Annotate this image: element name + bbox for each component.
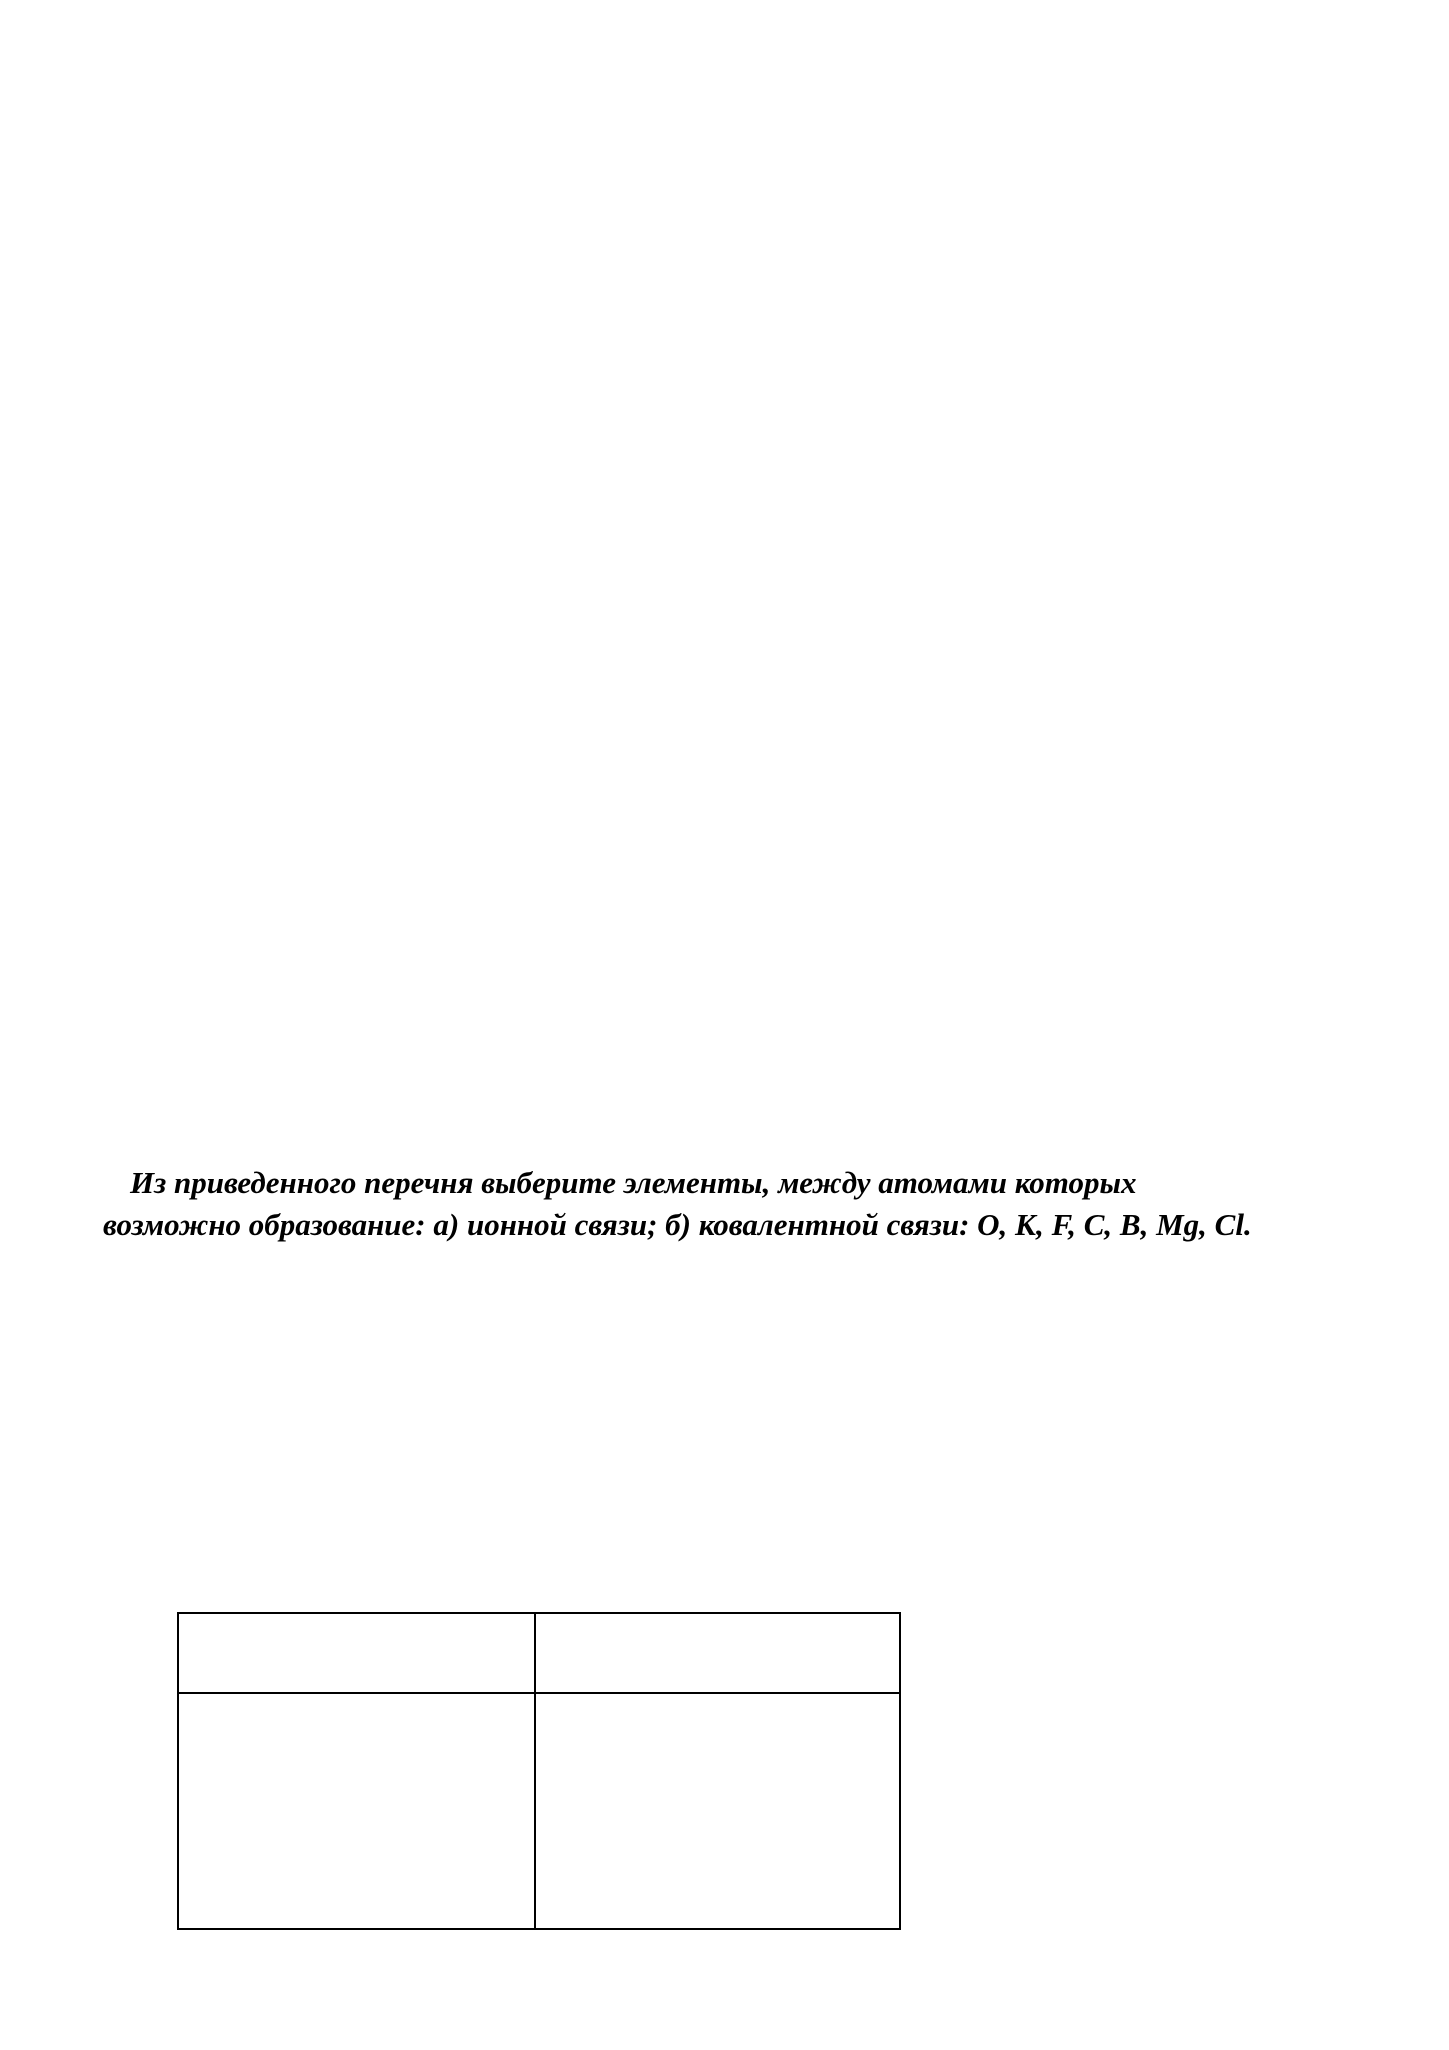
answer-cell-ionic[interactable] [178,1693,535,1929]
task-statement [0,1162,1449,1246]
task-line-2: возможно образование: а) ионной связи; б) ковалентной связи: O, К, F, С, В, Mg, Cl. [103,1207,1252,1242]
answer-table-header-row [178,1613,900,1693]
answer-cell-ionic-header[interactable] [178,1613,535,1693]
answer-cell-covalent-header[interactable] [535,1613,900,1693]
answer-table [177,1612,901,1930]
task-line-1: Из приведенного перечня выберите элементы, между атомами которых [130,1165,1137,1200]
answer-cell-covalent[interactable] [535,1693,900,1929]
answer-table-body-row [178,1693,900,1929]
